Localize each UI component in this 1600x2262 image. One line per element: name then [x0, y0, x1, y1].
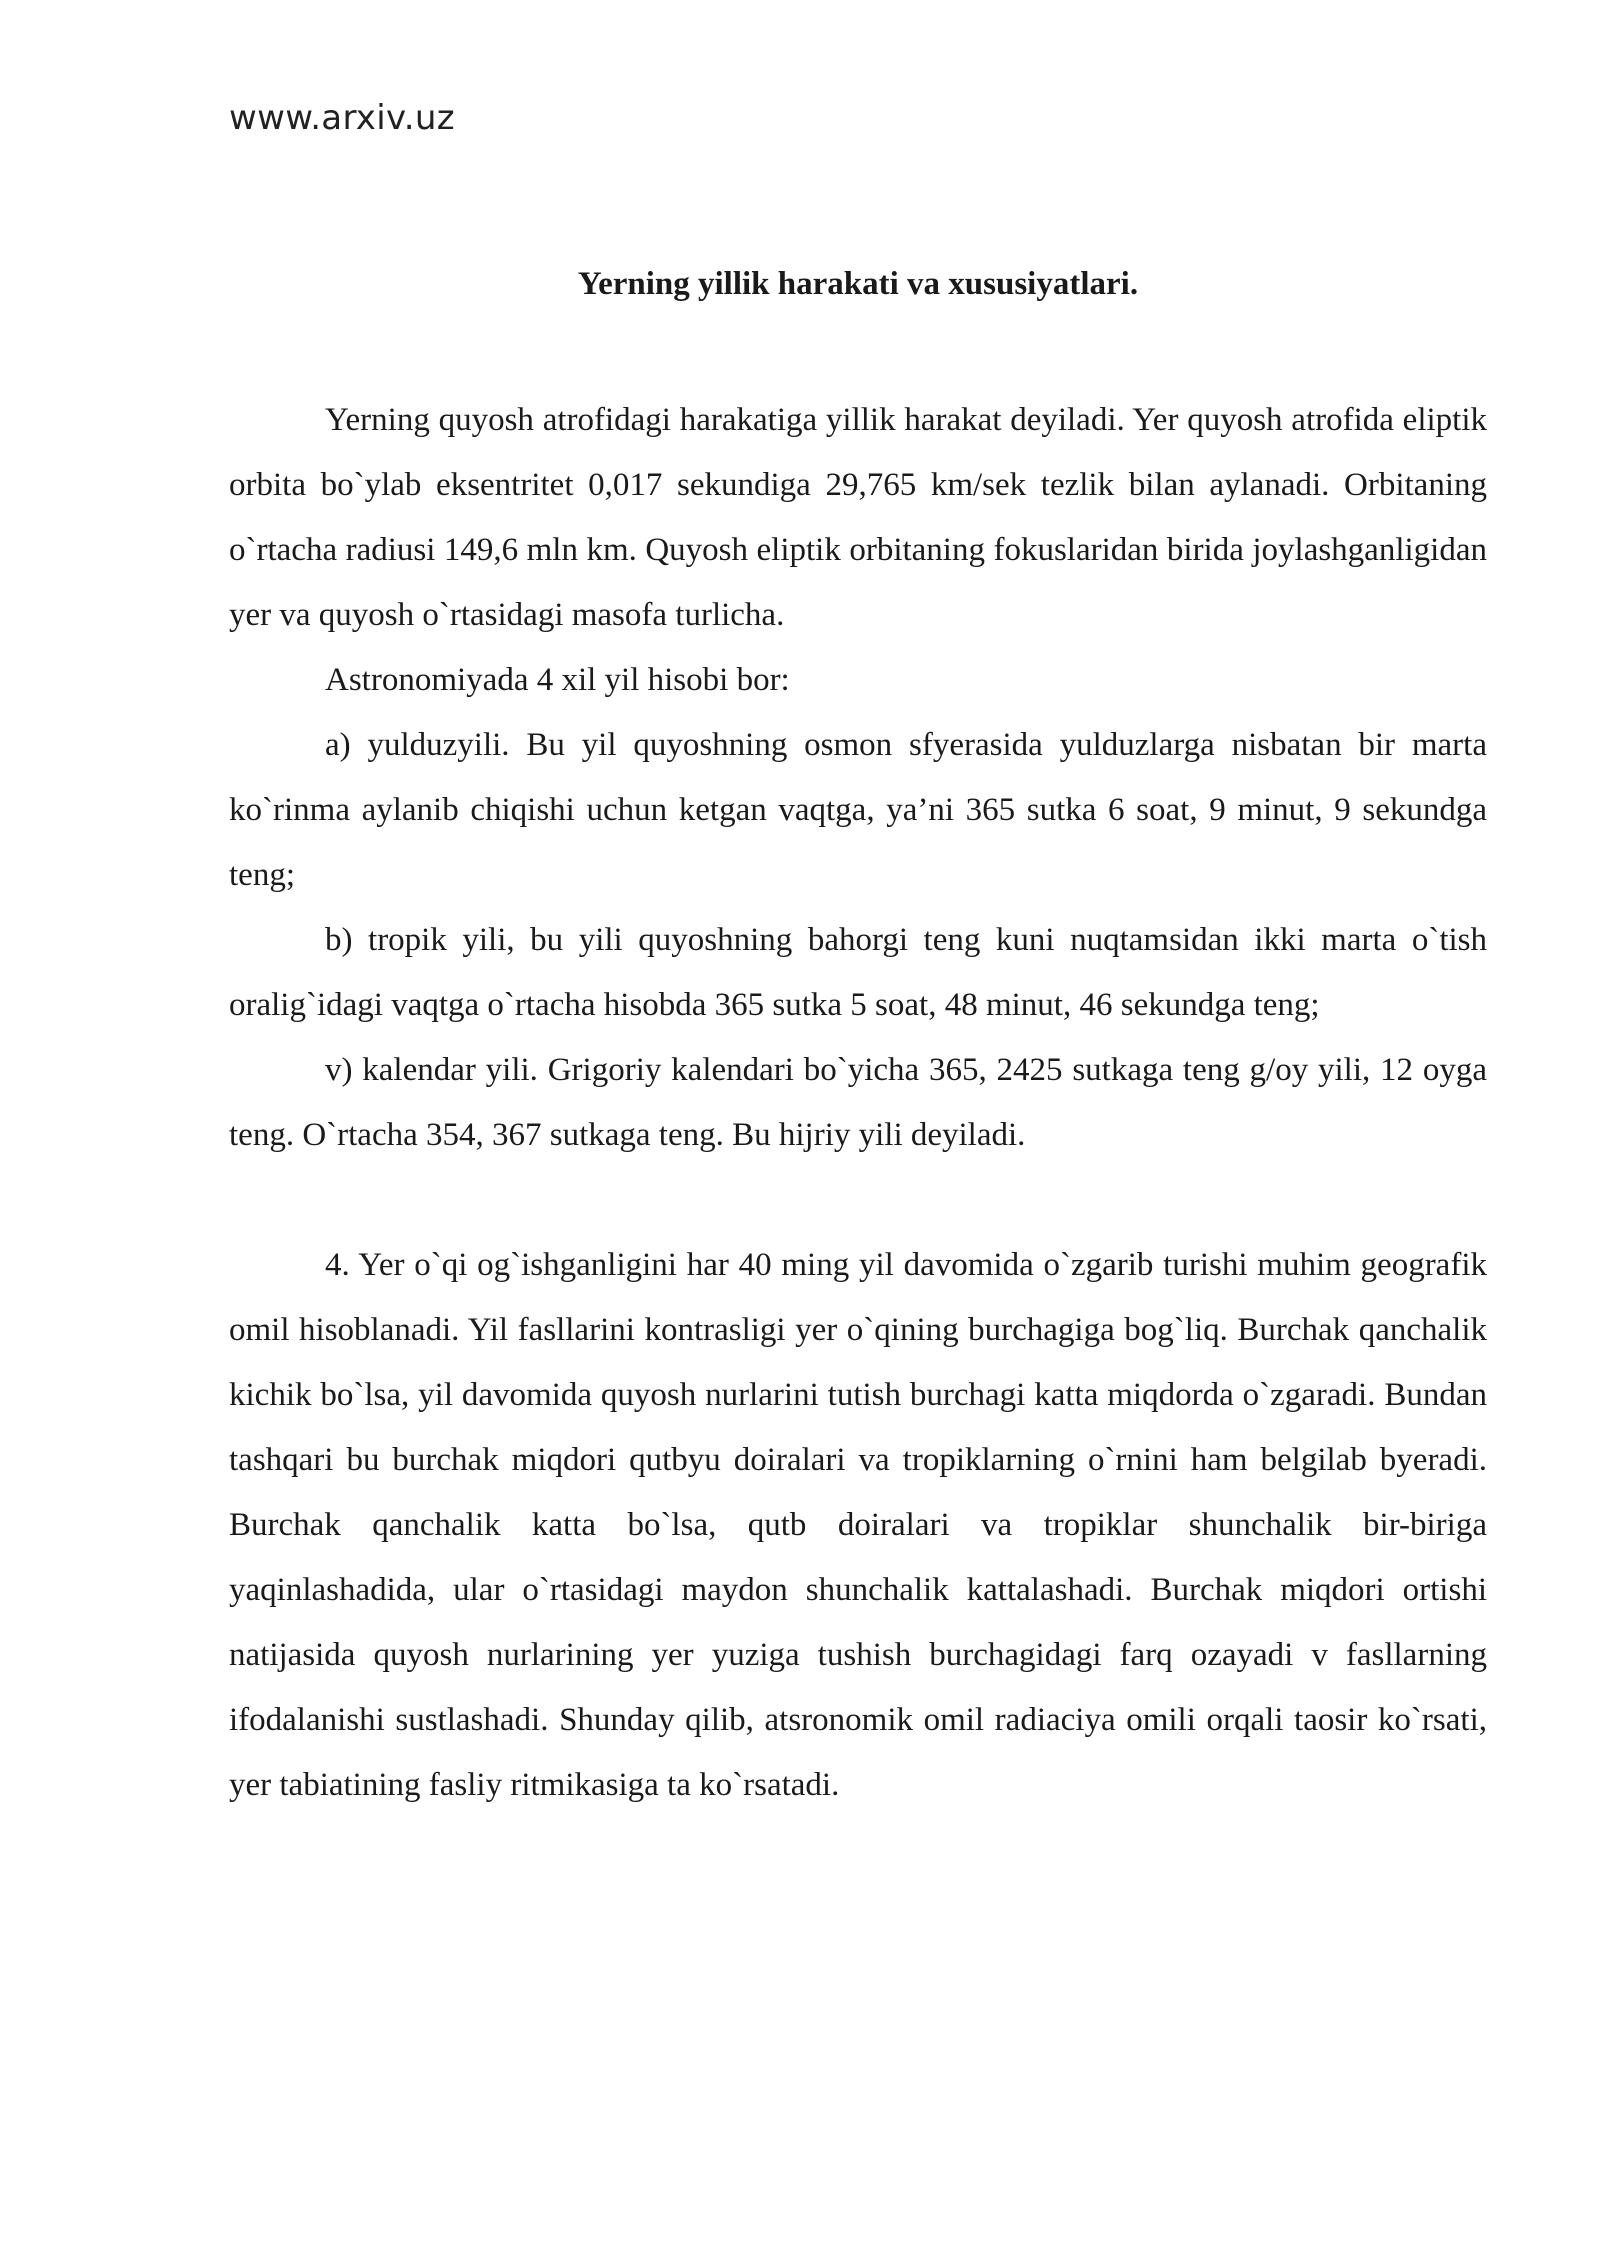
- paragraph-calendar-year: v) kalendar yili. Grigoriy kalendari bo`yicha 365, 2425 sutkaga teng g/oy yili, 12 oyga teng. O`rtacha 354, 367 sutkaga teng. Bu hijriy yili deyiladi.: [229, 1052, 1487, 1153]
- document-title: Yerning yillik harakati va xususiyatlari.: [577, 266, 1139, 302]
- paragraph-annual-motion: Yerning quyosh atrofidagi harakatiga yillik harakat deyiladi. Yer quyosh atrofida eliptik orbita bo`ylab eksentritet 0,017 sekundiga 29,765 km/sek tezlik bilan aylanadi. Orbitaning o`rtacha radiusi 149,6 mln km. Quyosh eliptik orbitaning fokuslaridan birida joylashganligidan yer va quyosh o`rtasidagi masofa turlicha.: [229, 402, 1487, 633]
- paragraph-tropical-year: b) tropik yili, bu yili quyoshning bahorgi teng kuni nuqtamsidan ikki marta o`tish oralig`idagi vaqtga o`rtacha hisobda 365 sutka 5 soat, 48 minut, 46 sekundga teng;: [229, 922, 1487, 1023]
- paragraph-year-types-intro: Astronomiyada 4 xil yil hisobi bor:: [325, 662, 790, 698]
- document-body: [229, 388, 1487, 1818]
- paragraph-sidereal-year: a) yulduzyili. Bu yil quyoshning osmon sfyerasida yulduzlarga nisbatan bir marta ko`rinma aylanib chiqishi uchun ketgan vaqtga, ya’ni 365 sutka 6 soat, 9 minut, 9 sekundga teng;: [229, 727, 1487, 893]
- site-url-header: www.arxiv.uz: [229, 98, 455, 138]
- paragraph-axis-tilt: 4. Yer o`qi og`ishganligini har 40 ming yil davomida o`zgarib turishi muhim geografik omil hisoblanadi. Yil fasllarini kontrasligi yer o`qining burchagiga bog`liq. Burchak qanchalik kichik bo`lsa, yil davomida quyosh nurlarini tutish burchagi katta miqdorda o`zgaradi. Bundan tashqari bu burchak miqdori qutbyu doiralari va tropiklarning o`rnini ham belgilab byeradi. Burchak qanchalik katta bo`lsa, qutb doiralari va tropiklar shunchalik bir-biriga yaqinlashadida, ular o`rtasidagi maydon shunchalik kattalashadi. Burchak miqdori ortishi natijasida quyosh nurlarining yer yuziga tushish burchagidagi farq ozayadi v fasllarning ifodalanishi sustlashadi. Shunday qilib, atsronomik omil radiaciya omili orqali taosir ko`rsati, yer tabiatining fasliy ritmikasiga ta ko`rsatadi.: [229, 1247, 1487, 1803]
